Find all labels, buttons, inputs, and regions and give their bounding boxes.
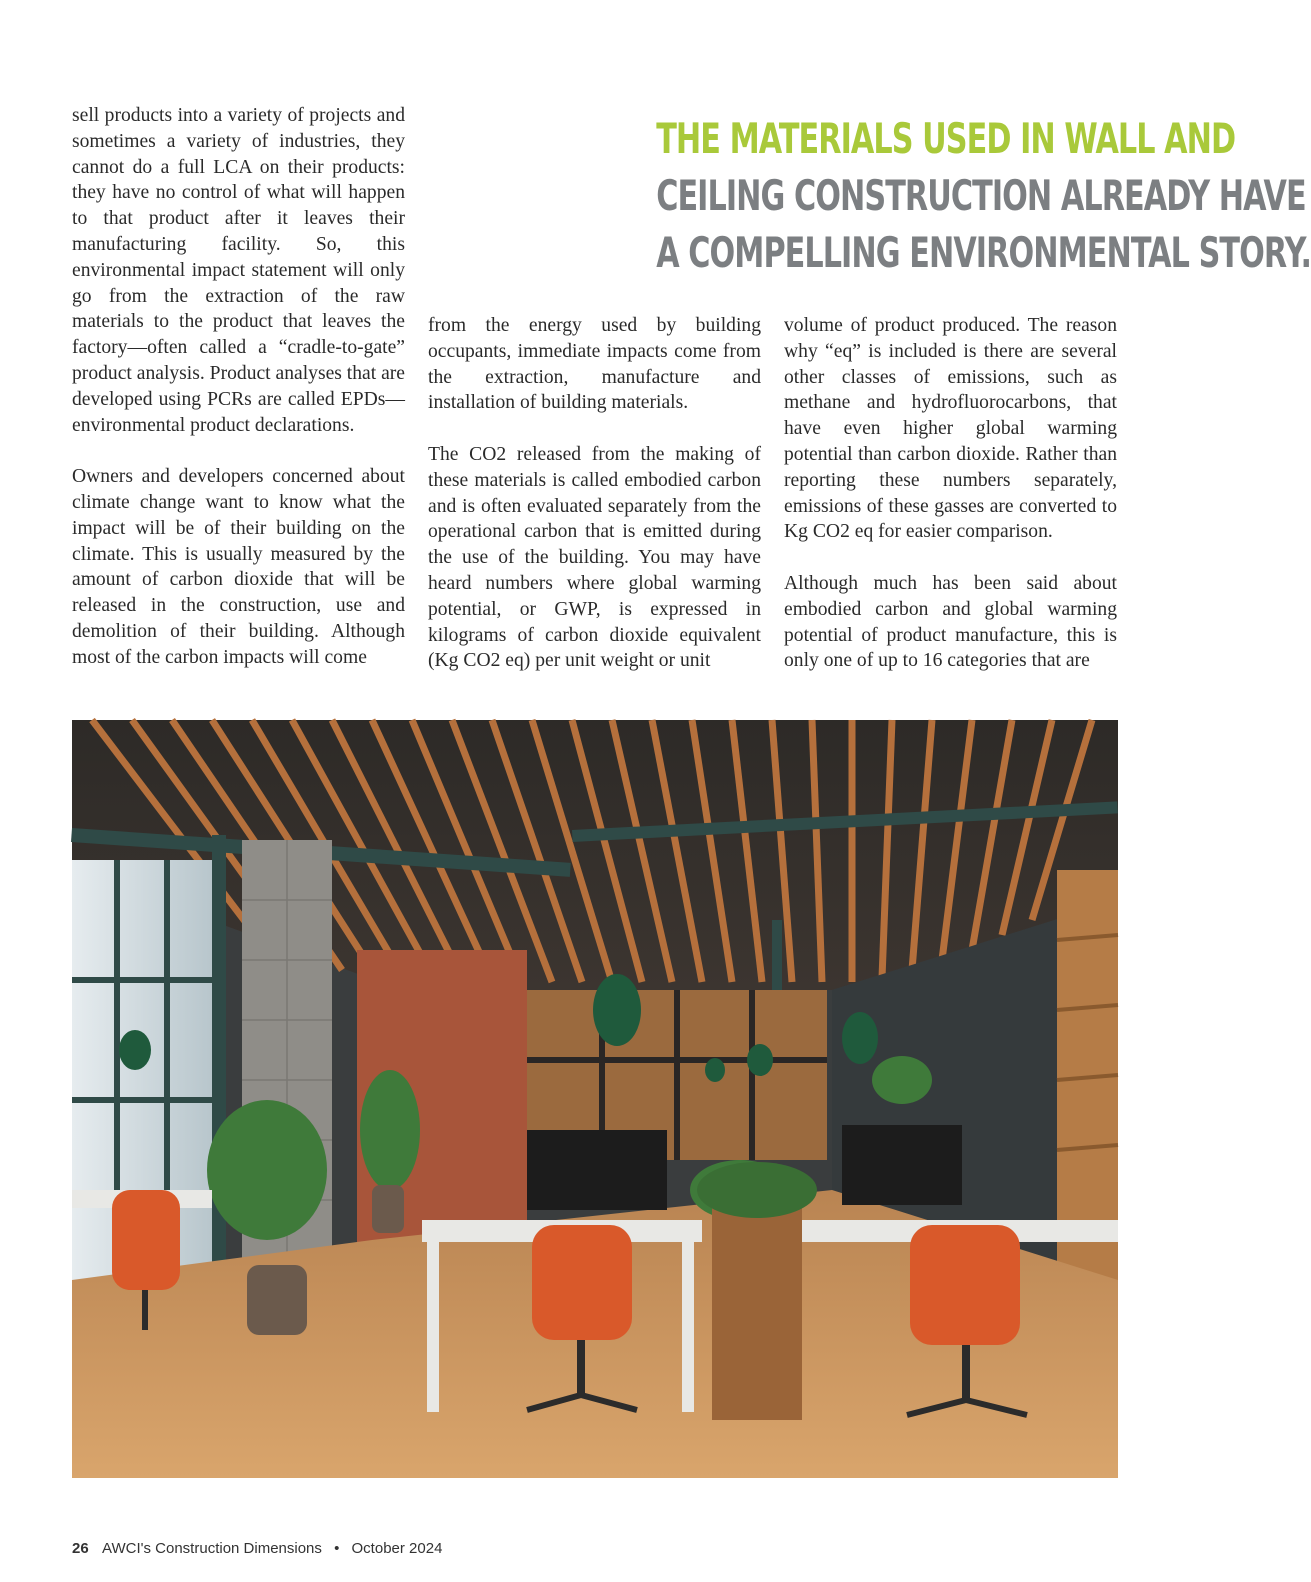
paragraph: from the energy used by building occupants, immediate impacts come from the extraction, manufacture and installation of building materials. [428, 315, 761, 414]
paragraph: sell products into a variety of projects and sometimes a variety of industries, they cannot do a full LCA on their products: they have no control of what will happen to that product after it leaves their manufacturing facility. So, this environmental impact statement will only go from the extraction of the raw materials to the product that leaves the factory—often called a “cradle-to-gate” product analysis. Product analyses that are developed using PCRs are called EPDs—environmental product declarations. [72, 105, 405, 436]
pull-quote-line-3: A COMPELLING ENVIRONMENTAL STORY. [656, 228, 1311, 277]
paragraph: The CO2 released from the making of these materials is called embodied carbon and is often evaluated separately from the operational carbon that is emitted during the use of the building. You may have heard numbers where global warming potential, or GWP, is expressed in kilograms of carbon dioxide equivalent (Kg CO2 eq) per unit weight or unit [428, 443, 761, 672]
article-column-1 [72, 103, 405, 671]
article-column-3 [784, 313, 1117, 674]
office-interior-photo [72, 720, 1118, 1478]
page-number: 26 [72, 1540, 89, 1557]
page-footer [72, 1540, 442, 1557]
footer-separator: • [334, 1540, 340, 1557]
paragraph: volume of product produced. The reason why “eq” is included is there are several other classes of emissions, such as methane and hydrofluorocarbons, that have even higher global warming potential than carbon dioxide. Rather than reporting these numbers separately, emissions of these gasses are converted to Kg CO2 eq for easier comparison. [784, 315, 1117, 543]
pull-quote-line-2: CEILING CONSTRUCTION ALREADY HAVE [656, 171, 1306, 220]
pull-quote-line-1: THE MATERIALS USED IN WALL AND [656, 114, 1236, 163]
article-column-2 [428, 313, 761, 674]
issue-date: October 2024 [351, 1540, 443, 1557]
paragraph: Although much has been said about embodied carbon and global warming potential of product manufacture, this is only one of up to 16 categories that are [784, 572, 1117, 672]
paragraph: Owners and developers concerned about climate change want to know what the impact will be of their building on the climate. This is usually measured by the amount of carbon dioxide that will be released in the construction, use and demolition of their building. Although most of the carbon impacts will come [72, 466, 405, 668]
publication-name: AWCI's Construction Dimensions [102, 1540, 322, 1557]
pull-quote [477, 110, 1311, 281]
